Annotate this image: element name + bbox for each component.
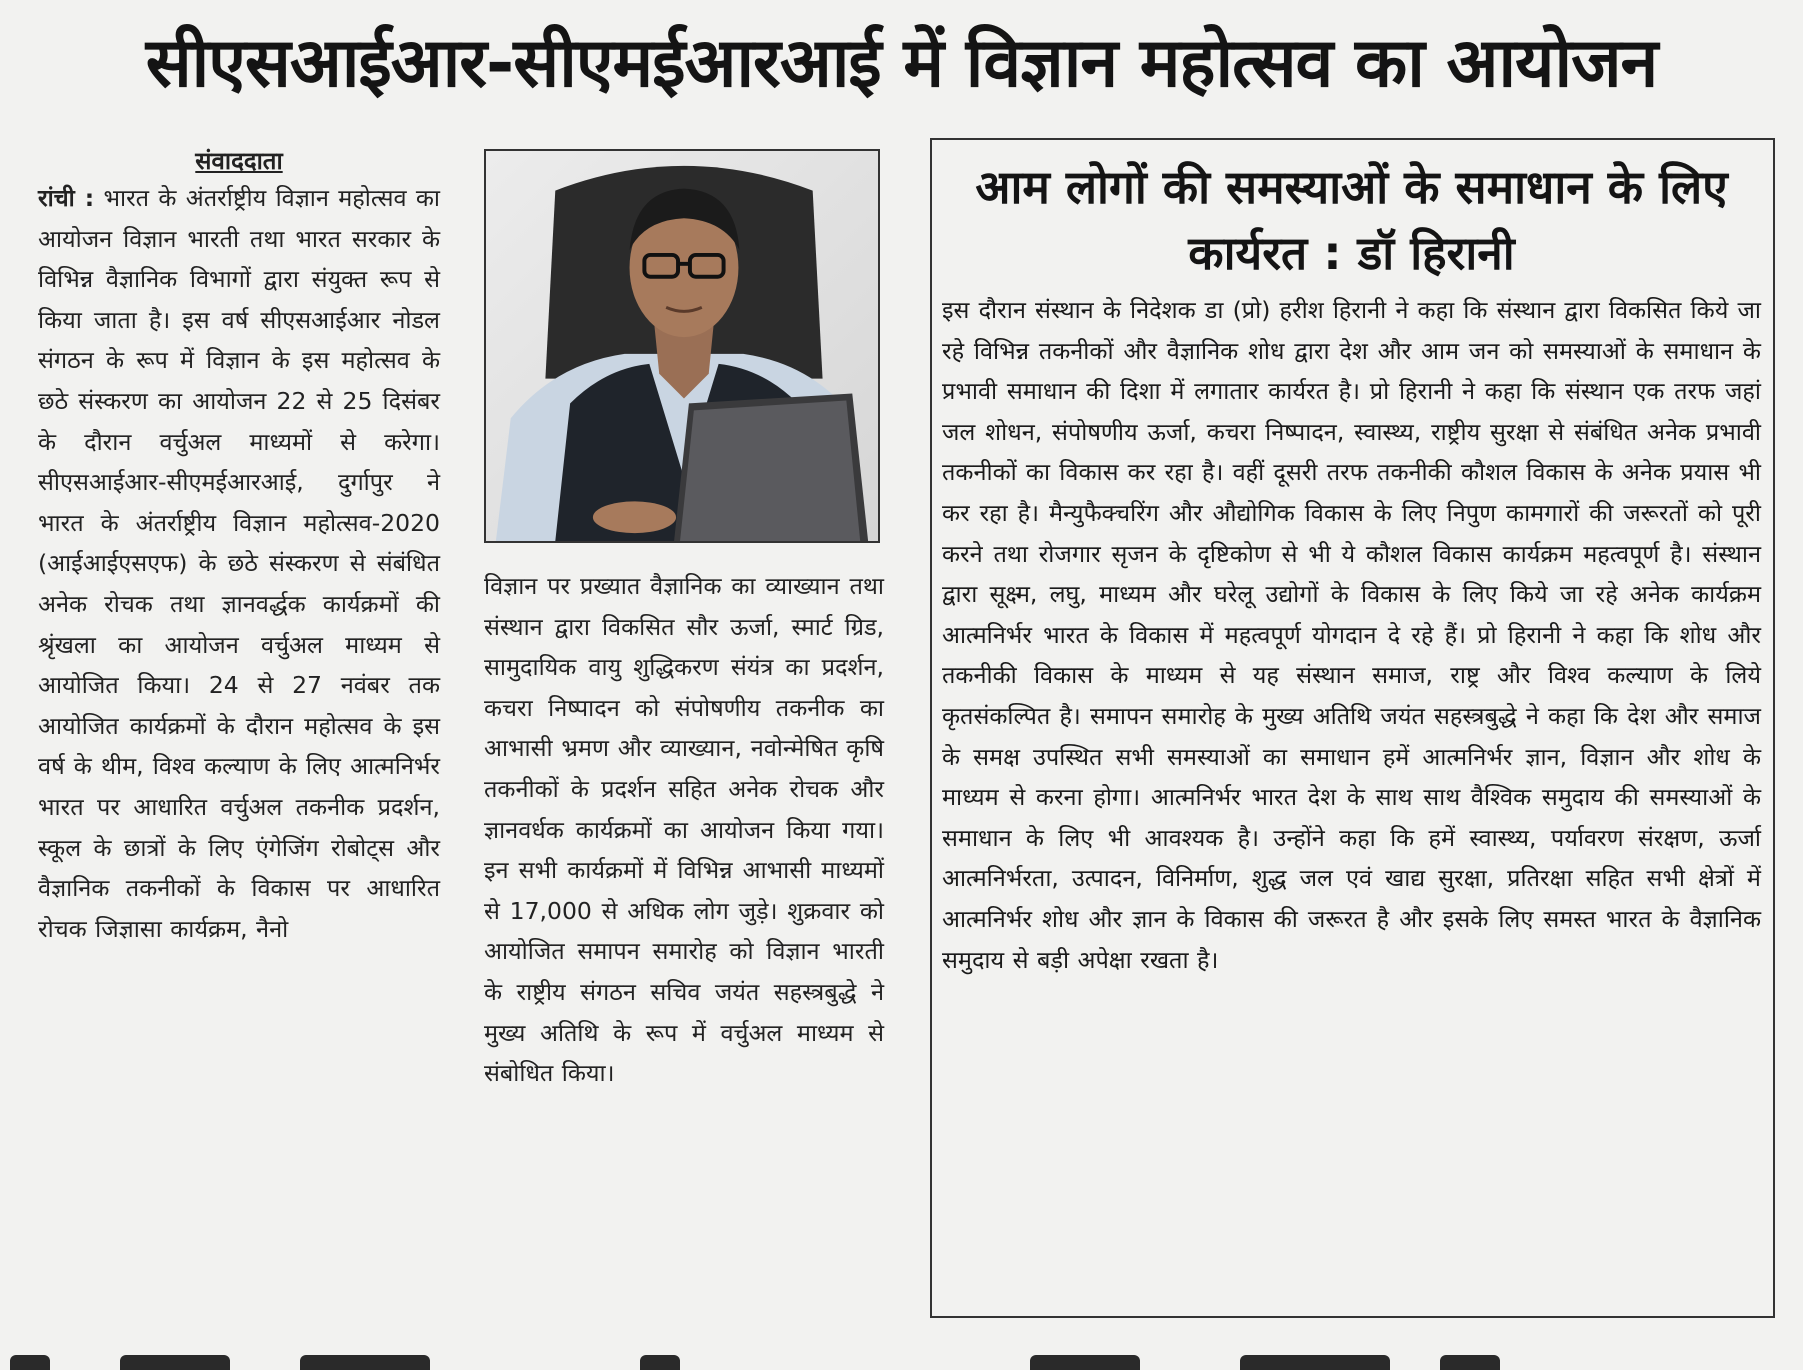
boxed-article [930,138,1775,1318]
article-body-col1 [38,178,440,949]
page-headline: सीएसआईआर-सीएमईआरआई में विज्ञान महोत्सव का आयोजन [145,24,1658,103]
boxed-article-headline: आम लोगों की समस्याओं के समाधान के लिए कार्यरत : डॉ हिरानी [975,160,1728,280]
article-text-col1: भारत के अंतर्राष्ट्रीय विज्ञान महोत्सव का आयोजन विज्ञान भारती तथा भारत सरकार के विभिन्न वैज्ञानिक विभागों द्वारा संयुक्त रूप से किया जाता है। इस वर्ष सीएसआईआर नोडल संगठन के रूप में विज्ञान के इस महोत्सव के छठे संस्करण का आयोजन 22 से 25 दिसंबर के दौरान वर्चुअल माध्यमों से करेगा। सीएसआईआर-सीएमईआरआई, दुर्गापुर ने भारत के अंतर्राष्ट्रीय विज्ञान महोत्सव-2020 (आईआईएसएफ) के छठे संस्करण से संबंधित अनेक रोचक तथा ज्ञानवर्द्धक कार्यक्रमों की श्रृंखला का आयोजन वर्चुअल माध्यम से आयोजित किया। 24 से 27 नवंबर तक आयोजित कार्यक्रमों के दौरान महोत्सव के इस वर्ष के थीम, विश्व कल्याण के लिए आत्मनिर्भर भारत पर आधारित वर्चुअल तकनीक प्रदर्शन, स्कूल के छात्रों के लिए एंगेजिंग रोबोट्स और वैज्ञानिक तकनीकों के विकास पर आधारित रोचक जिज्ञासा कार्यक्रम, नैनो [38,184,440,943]
article-column-1 [38,146,440,949]
dateline: रांची : [38,184,95,212]
next-headline-fragment [0,1345,1803,1370]
article-text-col2: विज्ञान पर प्रख्यात वैज्ञानिक का व्याख्यान तथा संस्थान द्वारा विकसित सौर ऊर्जा, स्मार्ट ग्रिड, सामुदायिक वायु शुद्धिकरण संयंत्र का प्रदर्शन, कचरा निष्पादन को संपोषणीय तकनीक का आभासी भ्रमण और व्याख्यान, नवोन्मेषित कृषि तकनीकों के प्रदर्शन सहित अनेक रोचक और ज्ञानवर्धक कार्यक्रमों का आयोजन किया गया। इन सभी कार्यक्रमों में विभिन्न आभासी माध्यमों से 17,000 से अधिक लोग जुड़े। शुक्रवार को आयोजित समापन समारोह को विज्ञान भारती के राष्ट्रीय संगठन सचिव जयंत सहस्त्रबुद्धे ने मुख्य अतिथि के रूप में वर्चुअल माध्यम से संबोधित किया। [484,572,884,1088]
byline: संवाददाता [195,147,283,175]
boxed-article-text: इस दौरान संस्थान के निदेशक डा (प्रो) हरीश हिरानी ने कहा कि संस्थान द्वारा विकसित किये जा रहे विभिन्न तकनीकों और वैज्ञानिक शोध द्वारा देश और आम जन को समस्याओं के समाधान के प्रभावी समाधान की दिशा में लगातार कार्यरत है। प्रो हिरानी ने कहा कि संस्थान एक तरफ जहां जल शोधन, संपोषणीय ऊर्जा, कचरा निष्पादन, स्वास्थ्य, राष्ट्रीय सुरक्षा से संबंधित अनेक प्रभावी तकनीकों का विकास कर रहा है। वहीं दूसरी तरफ तकनीकी कौशल विकास के अनेक प्रयास भी कर रहा है। मैन्युफैक्चरिंग और औद्योगिक विकास के लिए निपुण कामगारों की जरूरतों को पूरी करने तथा रोजगार सृजन के दृष्टिकोण से भी ये कौशल विकास कार्यक्रम महत्वपूर्ण है। संस्थान द्वारा सूक्ष्म, लघु, माध्यम और घरेलू उद्योगों के विकास के लिए किये जा रहे अनेक कार्यक्रम आत्मनिर्भर भारत के विकास में महत्वपूर्ण योगदान दे रहे हैं। प्रो हिरानी ने कहा कि शोध और तकनीकी विकास के माध्यम से यह संस्थान समाज, राष्ट्र और विश्व कल्याण के लिये कृतसंकल्पित है। समापन समारोह के मुख्य अतिथि जयंत सहस्त्रबुद्धे ने कहा कि देश और समाज के समक्ष उपस्थित सभी समस्याओं का समाधान हमें आत्मनिर्भर ज्ञान, विज्ञान और शोध के माध्यम से करना होगा। आत्मनिर्भर भारत देश के साथ साथ वैश्विक समुदाय की समस्याओं के समाधान के लिए भी आवश्यक है। उन्होंने कहा कि हमें स्वास्थ्य, पर्यावरण संरक्षण, ऊर्जा आत्मनिर्भरता, उत्पादन, विनिर्माण, शुद्ध जल एवं खाद्य सुरक्षा, प्रतिरक्षा सहित सभी क्षेत्रों में आत्मनिर्भर शोध और ज्ञान के विकास की जरूरत है और इसके लिए समस्त भारत के वैज्ञानिक समुदाय से बड़ी अपेक्षा रखता है। [942,296,1761,974]
article-column-2 [484,146,884,1094]
